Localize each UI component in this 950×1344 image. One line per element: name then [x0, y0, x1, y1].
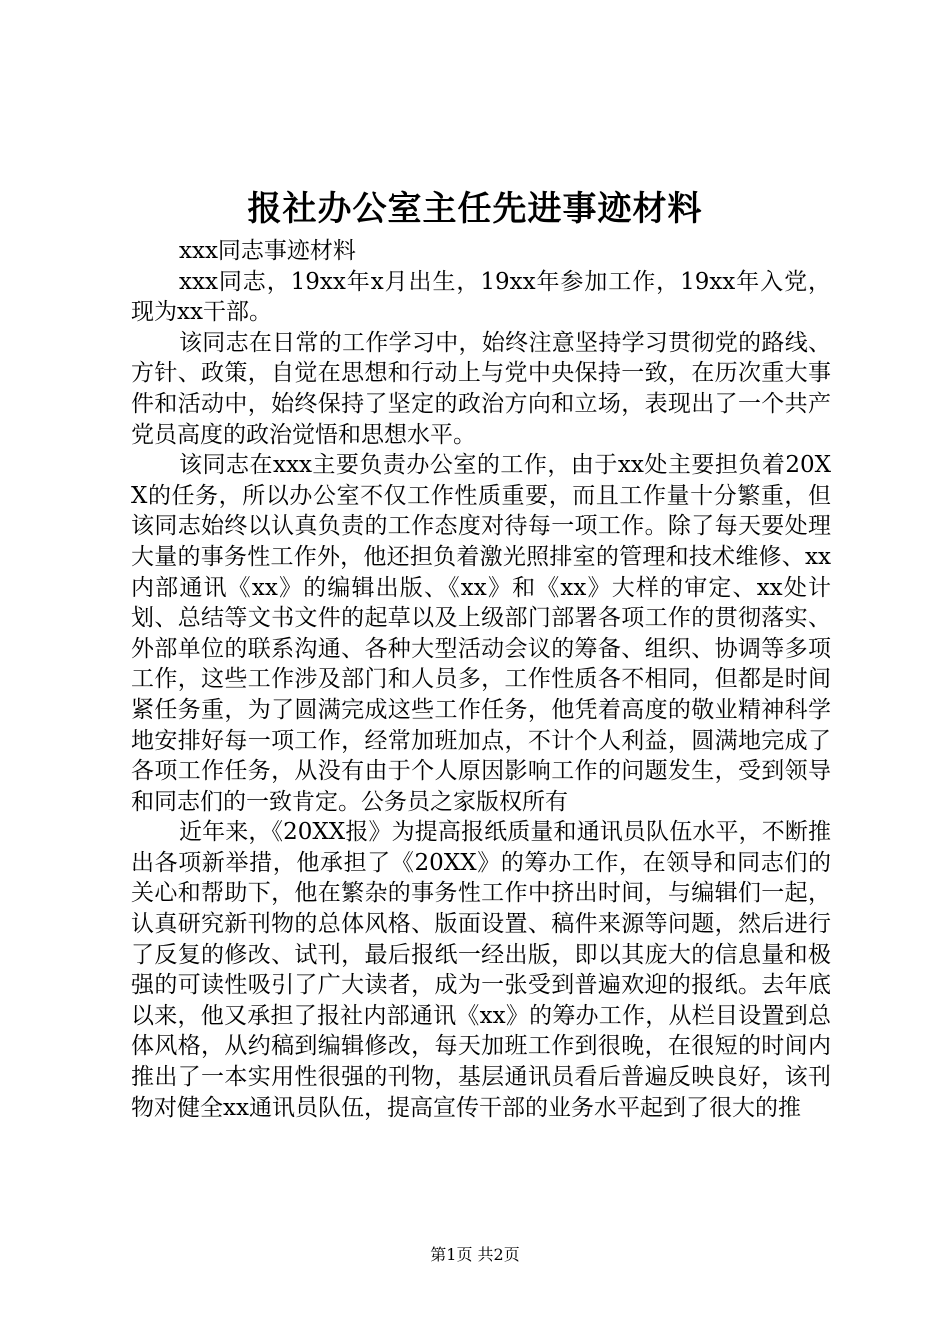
paragraph: 该同志在日常的工作学习中，始终注意坚持学习贯彻党的路线、方针、政策，自觉在思想和行动上与党中央保持一致，在历次重大事件和活动中，始终保持了坚定的政治方向和立场，表现出了一个共产党员高度的政治觉悟和思想水平。	[131, 329, 831, 448]
page-number-footer: 第1页 共2页	[430, 1245, 520, 1264]
paragraph: 近年来，《20XX报》为提高报纸质量和通讯员队伍水平，不断推出各项新举措，他承担了《20XX》的筹办工作，在领导和同志们的关心和帮助下，他在繁杂的事务性工作中挤出时间，与编辑们一起，认真研究新刊物的总体风格、版面设置、稿件来源等问题，然后进行了反复的修改、试刊，最后报纸一经出版，即以其庞大的信息量和极强的可读性吸引了广大读者，成为一张受到普遍欢迎的报纸。去年底以来，他又承担了报社内部通讯《xx》的筹办工作，从栏目设置到总体风格，从约稿到编辑修改，每天加班工作到很晚，在很短的时间内推出了一本实用性很强的刊物，基层通讯员看后普遍反映良好，该刊物对健全xx通讯员队伍，提高宣传干部的业务水平起到了很大的推	[131, 819, 831, 1121]
document-title: 报社办公室主任先进事迹材料	[247, 189, 703, 229]
paragraph: 该同志在xxx主要负责办公室的工作，由于xx处主要担负着20XX的任务，所以办公室不仅工作性质重要，而且工作量十分繁重，但该同志始终以认真负责的工作态度对待每一项工作。除了每天要处理大量的事务性工作外，他还担负着激光照排室的管理和技术维修、xx内部通讯《xx》的编辑出版、《xx》和《xx》大样的审定、xx处计划、总结等文书文件的起草以及上级部门部署各项工作的贯彻落实、外部单位的联系沟通、各种大型活动会议的筹备、组织、协调等多项工作，这些工作涉及部门和人员多，工作性质各不相同，但都是时间紧任务重，为了圆满完成这些工作任务，他凭着高度的敬业精神科学地安排好每一项工作，经常加班加点，不计个人利益，圆满地完成了各项工作任务，从没有由于个人原因影响工作的问题发生，受到领导和同志们的一致肯定。公务员之家版权所有	[131, 452, 831, 815]
paragraph: xxx同志，19xx年x月出生，19xx年参加工作，19xx年入党，现为xx干部。	[131, 268, 831, 326]
document-body	[131, 236, 831, 1123]
paragraph-heading: xxx同志事迹材料	[179, 238, 356, 264]
